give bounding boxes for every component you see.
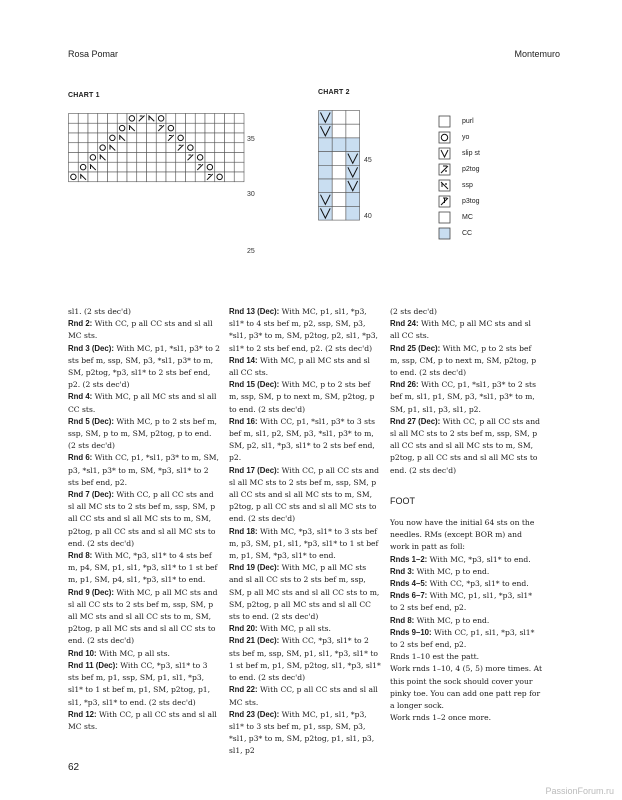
chart-cell [137, 172, 147, 182]
chart-cell [137, 162, 147, 172]
round-label: Rnd 20: [229, 624, 258, 634]
chart-cell [234, 162, 244, 172]
chart-cell [78, 153, 88, 163]
round-18: Rnd 18: With MC, *p3, sl1* to 3 sts bef m, p3, SM, p1, sl1, *p3, sl1* to 1 st bef m, p1, SM, *p3, sl1* to end. [229, 526, 379, 561]
chart-cell [137, 153, 147, 163]
chart2-row-45: 45 [364, 157, 372, 164]
chart-cell [332, 165, 346, 179]
round-label: Rnd 2: [68, 319, 93, 329]
chart-cell [88, 114, 98, 124]
chart-cell [234, 143, 244, 153]
chart-cell [98, 123, 108, 133]
chart-cell [69, 162, 79, 172]
round-label: Rnd 5 (Dec): [68, 416, 114, 426]
legend-yo: yo [462, 134, 470, 141]
chart-cell [215, 133, 225, 143]
chart-cell [166, 162, 176, 172]
chart-cell [319, 179, 333, 193]
chart-cell [117, 162, 127, 172]
round-25: Rnd 25 (Dec): With MC, p to 2 sts bef m, ssp, CM, p to next m, SM, p2tog, p to end. (2 sts dec'd) [390, 343, 537, 378]
chart-cell [332, 111, 346, 125]
ssp-icon [439, 180, 450, 191]
round-label: Rnd 3: [390, 566, 415, 576]
chart-cell [195, 172, 205, 182]
chart-cell [186, 162, 196, 172]
chart-cell [69, 133, 79, 143]
chart-cell [332, 193, 346, 207]
pattern-title: Montemuro [514, 49, 560, 59]
chart-cell [69, 114, 79, 124]
chart-cell [117, 114, 127, 124]
chart-cell [127, 172, 137, 182]
chart-cell [225, 153, 235, 163]
chart-cell [332, 152, 346, 166]
chart-cell [205, 143, 215, 153]
chart-cell [127, 162, 137, 172]
chart1-row-35: 35 [247, 136, 255, 143]
chart-cell [127, 143, 137, 153]
page-number: 62 [68, 762, 80, 773]
chart-cell [137, 143, 147, 153]
chart-cell [225, 162, 235, 172]
chart-cell [117, 153, 127, 163]
legend-mc: MC [462, 214, 473, 221]
author-name: Rosa Pomar [68, 49, 119, 59]
chart-cell [98, 162, 108, 172]
chart-cell [108, 153, 118, 163]
round-15: Rnd 15 (Dec): With MC, p to 2 sts bef m, ssp, SM, p to next m, SM, p2tog, p to end. (2 sts dec'd) [229, 380, 375, 414]
mc-swatch-icon [439, 212, 450, 223]
round-label: Rnd 9 (Dec): [68, 587, 114, 597]
foot-intro: You now have the initial 64 sts on the needles. RMs (except BOR m) and work in patt as foll: [390, 518, 535, 552]
chart-cell [205, 133, 215, 143]
legend-p2tog: p2tog [462, 166, 480, 173]
foot-round-1-2: Rnds 1–2: With MC, *p3, sl1* to end. [390, 554, 531, 564]
round-label: Rnd 18: [229, 526, 258, 536]
chart-cell [147, 143, 157, 153]
chart1-grid [68, 113, 245, 259]
foot-round-9-10: Rnds 9–10: With CC, p1, sl1, *p3, sl1* to 2 sts bef end, p2. [390, 627, 535, 650]
chart-cell [176, 123, 186, 133]
foot-round-3: Rnd 3: With MC, p to end. [390, 566, 490, 576]
chart-cell [205, 162, 215, 172]
round-23: Rnd 23 (Dec): With MC, p1, sl1, *p3, sl1* to 3 sts bef m, p1, ssp, SM, p3, *sl1, p3* to m, SM, p2tog, p1, sl1, p3, sl1, p2 [229, 709, 375, 756]
legend-ssp: ssp [462, 182, 473, 189]
chart-cell [215, 114, 225, 124]
round-label: Rnd 19 (Dec): [229, 563, 280, 573]
round-label: Rnd 3 (Dec): [68, 343, 114, 353]
round-label: Rnd 11 (Dec): [68, 660, 118, 670]
chart-cell [195, 133, 205, 143]
foot-repeat-note: Rnds 1–10 est the patt. [390, 652, 480, 662]
text-line: sl1. (2 sts dec'd) [68, 307, 131, 316]
chart-cell [186, 114, 196, 124]
round-17: Rnd 17 (Dec): With CC, p all CC sts and sl all MC sts to 2 sts bef m, ssp, SM, p all CC sts and sl all MC sts to m, SM, p2tog, p all CC sts and sl all MC sts to end. (2 sts dec'd) [229, 465, 379, 524]
chart-cell [156, 114, 166, 124]
foot-last-note: Work rnds 1–2 once more. [390, 713, 492, 723]
chart-cell [108, 114, 118, 124]
round-3: Rnd 3 (Dec): With MC, p1, *sl1, p3* to 2 sts bef m, ssp, SM, p3, *sl1, p3* to m, SM, p2tog, *p3, sl1* to 2 sts bef end, p2. (2 sts dec'd) [68, 343, 221, 390]
round-label: Rnd 12: [68, 709, 97, 719]
foot-round-4-5: Rnds 4–5: With CC, *p3, sl1* to end. [390, 579, 529, 589]
chart-cell [88, 133, 98, 143]
round-8: Rnd 8: With MC, *p3, sl1* to 4 sts bef m, p4, SM, p1, sl1, *p3, sl1* to 1 st bef m, p1, SM, p4, sl1, *p3, sl1* to end. [68, 551, 218, 585]
round-24: Rnd 24: With MC, p all MC sts and sl all CC sts. [390, 319, 531, 341]
round-label: Rnd 8: [390, 615, 415, 625]
chart-cell [346, 124, 360, 138]
instructions-column-1 [68, 306, 220, 733]
chart-cell [78, 123, 88, 133]
round-19: Rnd 19 (Dec): With MC, p all MC sts and sl all CC sts to 2 sts bef m, ssp, SM, p all MC sts and sl all CC sts to m, SM, p2tog, p all MC sts and sl all CC sts to end. (2 sts dec'd) [229, 563, 380, 622]
round-7: Rnd 7 (Dec): With CC, p all CC sts and sl all MC sts to 2 sts bef m, ssp, SM, p all CC sts and sl all MC sts to m, SM, p2tog, p all CC sts and sl all MC sts to end. (2 sts dec'd) [68, 490, 216, 548]
round-label: Rnd 21 (Dec): [229, 636, 280, 646]
cc-swatch-icon [439, 228, 450, 239]
round-26: Rnd 26: With CC, p1, *sl1, p3* to 2 sts bef m, sl1, p1, SM, p3, *sl1, p3* to m, SM, p1, sl1, p3, sl1, p2. [390, 380, 536, 414]
chart-cell [332, 206, 346, 220]
round-label: Rnd 23 (Dec): [229, 709, 280, 719]
chart2-label: CHART 2 [318, 89, 350, 96]
round-label: Rnd 6: [68, 453, 93, 463]
instructions-column-3 [390, 306, 542, 725]
round-label: Rnd 26: [390, 380, 419, 390]
instructions-column-2 [229, 306, 381, 758]
chart-cell [137, 133, 147, 143]
chart-cell [176, 172, 186, 182]
chart-cell [166, 153, 176, 163]
round-label: Rnd 7 (Dec): [68, 490, 114, 500]
chart-cell [117, 143, 127, 153]
purl-icon [439, 116, 450, 127]
foot-more-note: Work rnds 1–10, 4 (5, 5) more times. At this point the sock should cover your pinky toe. You can add one patt rep for a longer sock. [390, 664, 543, 711]
legend-purl: purl [462, 118, 474, 125]
chart-cell [156, 162, 166, 172]
chart1-label: CHART 1 [68, 92, 100, 99]
chart-cell [78, 133, 88, 143]
round-21: Rnd 21 (Dec): With CC, *p3, sl1* to 2 sts bef m, ssp, SM, p1, sl1, *p3, sl1* to 1 st bef m, p1, SM, p2tog, sl1, *p3, sl1* to end. (2 sts dec'd) [229, 636, 381, 683]
chart-cell [225, 143, 235, 153]
chart-cell [215, 162, 225, 172]
chart-cell [166, 114, 176, 124]
chart-cell [176, 162, 186, 172]
chart-cell [176, 114, 186, 124]
chart-cell [225, 133, 235, 143]
chart-cell [78, 114, 88, 124]
chart-cell [147, 153, 157, 163]
legend-cc: CC [462, 230, 473, 237]
chart-cell [166, 172, 176, 182]
chart-cell [108, 172, 118, 182]
chart-cell [78, 162, 88, 172]
chart-cell [88, 153, 98, 163]
round-10: Rnd 10: With MC, p all sts. [68, 648, 170, 658]
round-12: Rnd 12: With CC, p all CC sts and sl all MC sts. [68, 709, 217, 731]
round-label: Rnd 24: [390, 319, 419, 329]
watermark: PassionForum.ru [545, 786, 614, 796]
chart-cell [319, 138, 333, 152]
chart-cell [205, 114, 215, 124]
legend-slip: slip st [462, 150, 480, 157]
chart-cell [234, 133, 244, 143]
chart-cell [88, 123, 98, 133]
chart-cell [332, 138, 346, 152]
chart-cell [117, 123, 127, 133]
chart-cell [108, 162, 118, 172]
chart-cell [166, 143, 176, 153]
chart-cell [137, 123, 147, 133]
chart-cell [205, 123, 215, 133]
chart-cell [234, 172, 244, 182]
round-5: Rnd 5 (Dec): With MC, p to 2 sts bef m, ssp, SM, p to m, SM, p2tog, p to end. (2 sts dec'd) [68, 416, 217, 451]
round-14: Rnd 14: With MC, p all MC sts and sl all CC sts. [229, 355, 370, 378]
chart-cell [346, 111, 360, 125]
foot-round-8: Rnd 8: With MC, p to end. [390, 615, 490, 625]
chart-cell [176, 133, 186, 143]
chart-cell [186, 143, 196, 153]
chart-cell [69, 143, 79, 153]
chart-cell [319, 165, 333, 179]
round-22: Rnd 22: With CC, p all CC sts and sl all MC sts. [229, 685, 378, 707]
chart-cell [195, 114, 205, 124]
chart-cell [195, 123, 205, 133]
chart-cell [225, 172, 235, 182]
legend-symbols [438, 114, 454, 242]
chart-cell [147, 172, 157, 182]
chart-cell [166, 123, 176, 133]
chart-cell [117, 172, 127, 182]
chart1-row-30: 30 [247, 191, 255, 198]
chart-cell [205, 153, 215, 163]
round-2: Rnd 2: With CC, p all CC sts and sl all MC sts. [68, 319, 213, 341]
chart-cell [186, 172, 196, 182]
round-16: Rnd 16: With CC, p1, *sl1, p3* to 3 sts bef m, sl1, p2, SM, p3, *sl1, p3* to m, SM, p2, sl1, *p3, sl1* to 2 sts bef end, p2. [229, 416, 375, 463]
chart-cell [98, 114, 108, 124]
chart-cell [127, 114, 137, 124]
chart-cell [195, 153, 205, 163]
chart-cell [156, 172, 166, 182]
p2tog-icon [439, 164, 450, 175]
round-label: Rnds 1–2: [390, 554, 428, 564]
round-label: Rnd 16: [229, 416, 258, 426]
section-heading-foot: FOOT [390, 495, 415, 506]
round-label: Rnd 8: [68, 551, 93, 561]
p3tog-icon [439, 196, 450, 207]
round-13: Rnd 13 (Dec): With MC, p1, sl1, *p3, sl1* to 4 sts bef m, p2, ssp, SM, p3, *sl1, p3* to m, SM, p2tog, p2, sl1, *p3, sl1* to 2 sts bef end, p2. (2 sts dec'd) [229, 307, 378, 353]
chart-cell [176, 153, 186, 163]
chart-cell [88, 143, 98, 153]
foot-round-6-7: Rnds 6–7: With MC, p1, sl1, *p3, sl1* to 2 sts bef end, p2. [390, 591, 533, 613]
chart-cell [88, 172, 98, 182]
chart-cell [78, 143, 88, 153]
chart-cell [98, 172, 108, 182]
round-label: Rnds 6–7: [390, 591, 428, 601]
round-label: Rnds 9–10: [390, 627, 432, 637]
chart2-grid [318, 110, 361, 221]
text-line: (2 sts dec'd) [390, 307, 437, 316]
chart-cell [346, 138, 360, 152]
chart-cell [346, 206, 360, 220]
round-label: Rnd 25 (Dec): [390, 343, 441, 353]
round-6: Rnd 6: With CC, p1, *sl1, p3* to m, SM, p3, *sl1, p3* to m, SM, *p3, sl1* to 2 sts bef end, p2. [68, 453, 219, 487]
round-label: Rnd 17 (Dec): [229, 465, 280, 475]
legend-p3tog: p3tog [462, 198, 480, 205]
chart-cell [225, 114, 235, 124]
chart-cell [98, 133, 108, 143]
chart-cell [319, 152, 333, 166]
chart-cell [346, 193, 360, 207]
chart-cell [156, 153, 166, 163]
chart-cell [195, 143, 205, 153]
round-27: Rnd 27 (Dec): With CC, p all CC sts and sl all MC sts to 2 sts bef m, ssp, SM, p all CC sts and sl all MC sts to m, SM, p2tog, p all CC sts and sl all MC sts to end. (2 sts dec'd) [390, 416, 540, 475]
chart-cell [186, 123, 196, 133]
chart-cell [127, 133, 137, 143]
round-label: Rnds 4–5: [390, 579, 428, 589]
chart-cell [215, 172, 225, 182]
chart-cell [108, 123, 118, 133]
chart-cell [156, 133, 166, 143]
chart-cell [147, 123, 157, 133]
chart-cell [332, 124, 346, 138]
slip-stitch-icon [439, 148, 450, 159]
chart-cell [156, 143, 166, 153]
round-4: Rnd 4: With MC, p all MC sts and sl all CC sts. [68, 392, 217, 414]
round-label: Rnd 4: [68, 392, 93, 402]
round-9: Rnd 9 (Dec): With MC, p all MC sts and sl all CC sts to 2 sts bef m, ssp, SM, p all MC sts and sl all CC sts to m, SM, p2tog, p all MC sts and sl all CC sts to end. (2 sts dec'd) [68, 587, 218, 646]
chart-cell [147, 162, 157, 172]
chart-cell [147, 133, 157, 143]
chart-cell [69, 172, 79, 182]
chart2-row-40: 40 [364, 213, 372, 220]
yo-icon [439, 132, 450, 143]
round-label: Rnd 13 (Dec): [229, 307, 280, 316]
round-label: Rnd 22: [229, 685, 258, 695]
round-label: Rnd 10: [68, 648, 97, 658]
round-20: Rnd 20: With MC, p all sts. [229, 624, 331, 634]
chart-cell [234, 153, 244, 163]
chart-cell [98, 143, 108, 153]
chart-cell [215, 123, 225, 133]
chart-cell [186, 133, 196, 143]
chart-cell [225, 123, 235, 133]
chart-cell [69, 153, 79, 163]
chart-cell [127, 153, 137, 163]
chart-cell [332, 179, 346, 193]
chart-cell [215, 153, 225, 163]
chart1-row-25: 25 [247, 248, 255, 255]
chart-cell [69, 123, 79, 133]
chart-cell [108, 133, 118, 143]
round-11: Rnd 11 (Dec): With CC, *p3, sl1* to 3 sts bef m, p1, ssp, SM, p1, sl1, *p3, sl1* to 1 st bef m, p1, SM, p2tog, p1, sl1, *p3, sl1* to end. (2 sts dec'd) [68, 660, 211, 707]
round-label: Rnd 15 (Dec): [229, 380, 280, 390]
round-label: Rnd 14: [229, 355, 258, 365]
chart-cell [234, 114, 244, 124]
chart-cell [215, 143, 225, 153]
round-label: Rnd 27 (Dec): [390, 416, 441, 426]
chart-cell [234, 123, 244, 133]
